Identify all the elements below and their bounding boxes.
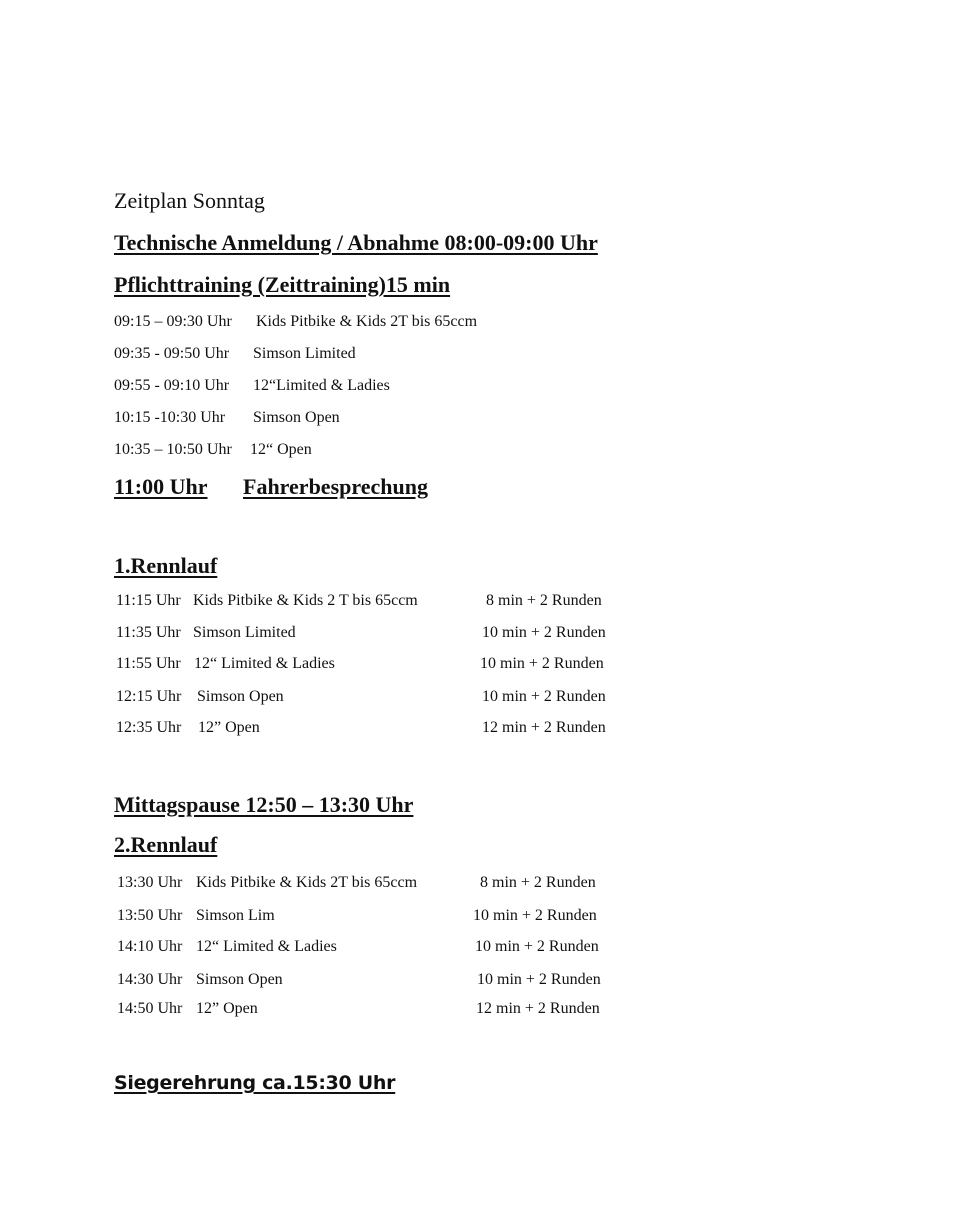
anmeldung-heading: Technische Anmeldung / Abnahme 08:00-09:00 Uhr [114, 230, 598, 255]
race-time: 11:55 Uhr [116, 655, 181, 672]
race-time: 12:35 Uhr [116, 719, 182, 736]
race-time: 14:50 Uhr [117, 1000, 183, 1017]
race-time: 13:30 Uhr [117, 874, 183, 891]
training-time: 09:55 - 09:10 Uhr [114, 377, 230, 394]
race-duration: 10 min + 2 Runden [473, 907, 597, 924]
training-class: 12“Limited & Ladies [253, 377, 390, 394]
race-duration: 10 min + 2 Runden [480, 655, 604, 672]
fahrerbesprechung-label: Fahrerbesprechung [243, 474, 428, 499]
race-class: 12” Open [196, 1000, 258, 1017]
race-time: 11:35 Uhr [116, 624, 181, 641]
training-class: Kids Pitbike & Kids 2T bis 65ccm [256, 313, 478, 330]
race-duration: 12 min + 2 Runden [482, 719, 606, 736]
siegerehrung-heading: Siegerehrung ca.15:30 Uhr [114, 1072, 396, 1094]
rennlauf2-heading: 2.Rennlauf [114, 832, 218, 857]
race-time: 11:15 Uhr [116, 592, 181, 609]
race-class: 12” Open [198, 719, 260, 736]
race-time: 14:10 Uhr [117, 938, 183, 955]
race-class: Simson Open [196, 971, 283, 988]
race-time: 13:50 Uhr [117, 907, 183, 924]
training-class: Simson Limited [253, 345, 356, 362]
training-time: 10:35 – 10:50 Uhr [114, 441, 232, 458]
page-title: Zeitplan Sonntag [114, 188, 265, 213]
race-class: Kids Pitbike & Kids 2 T bis 65ccm [193, 592, 418, 609]
mittagspause-heading: Mittagspause 12:50 – 13:30 Uhr [114, 792, 414, 817]
race-duration: 10 min + 2 Runden [482, 624, 606, 641]
race-duration: 8 min + 2 Runden [486, 592, 602, 609]
training-time: 09:15 – 09:30 Uhr [114, 313, 232, 330]
race-class: Simson Limited [193, 624, 296, 641]
fahrerbesprechung-time: 11:00 Uhr [114, 474, 208, 499]
race-class: Simson Lim [196, 907, 275, 924]
race-duration: 8 min + 2 Runden [480, 874, 596, 891]
training-class: Simson Open [253, 409, 340, 426]
training-time: 10:15 -10:30 Uhr [114, 409, 226, 426]
rennlauf1-heading: 1.Rennlauf [114, 553, 218, 578]
training-time: 09:35 - 09:50 Uhr [114, 345, 230, 362]
race-class: 12“ Limited & Ladies [194, 655, 335, 672]
race-class: 12“ Limited & Ladies [196, 938, 337, 955]
training-class: 12“ Open [250, 441, 312, 458]
race-class: Kids Pitbike & Kids 2T bis 65ccm [196, 874, 418, 891]
race-duration: 10 min + 2 Runden [477, 971, 601, 988]
race-duration: 10 min + 2 Runden [482, 688, 606, 705]
race-duration: 10 min + 2 Runden [475, 938, 599, 955]
race-time: 12:15 Uhr [116, 688, 182, 705]
race-duration: 12 min + 2 Runden [476, 1000, 600, 1017]
race-time: 14:30 Uhr [117, 971, 183, 988]
pflichttraining-heading: Pflichttraining (Zeittraining)15 min [114, 272, 451, 297]
race-class: Simson Open [197, 688, 284, 705]
